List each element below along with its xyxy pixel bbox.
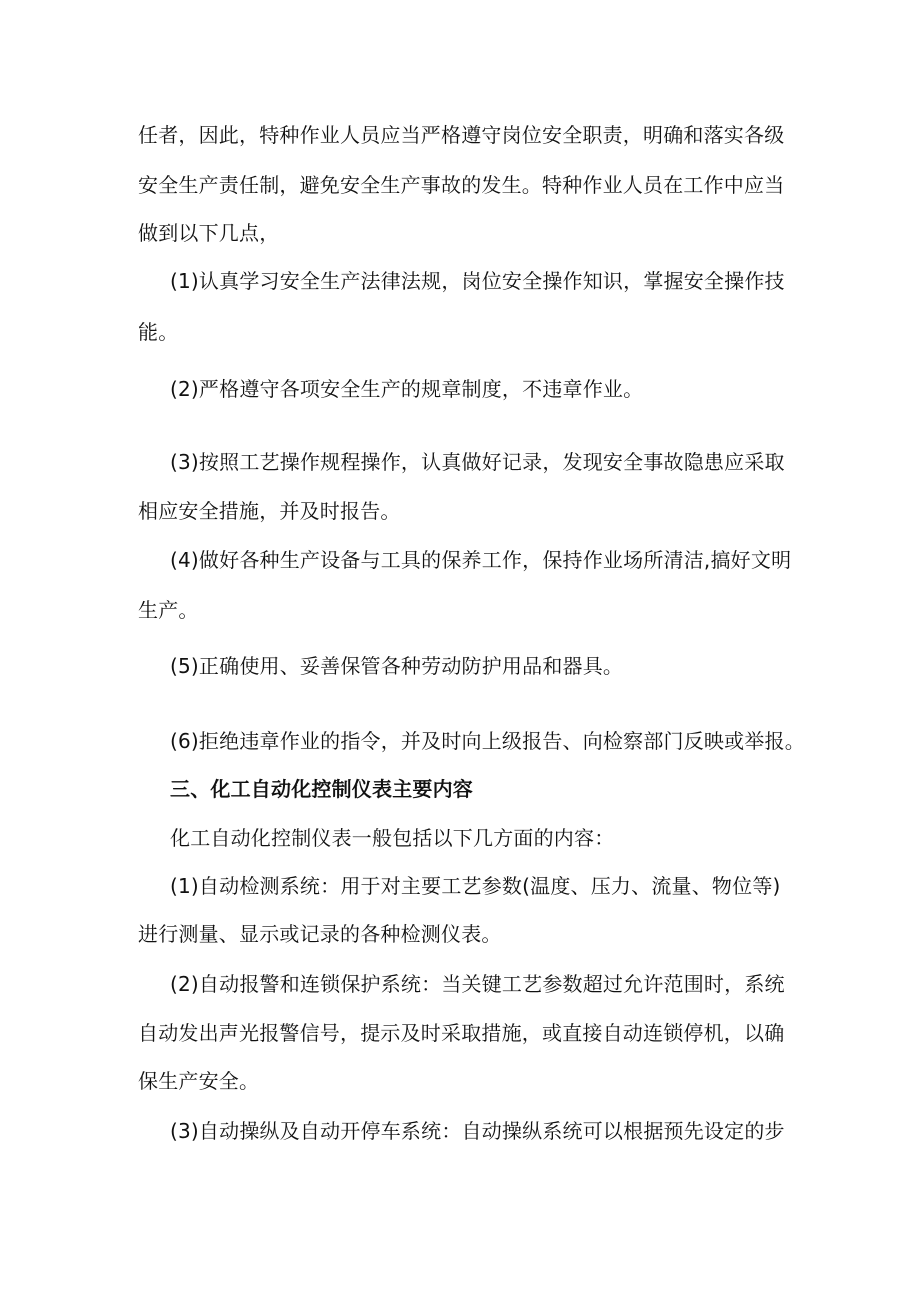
paragraph-line: (3)自动操纵及自动开停车系统：自动操纵系统可以根据预先设定的步 [170, 1119, 785, 1143]
paragraph-line: 自动发出声光报警信号，提示及时采取措施，或直接自动连锁停机，以确 [138, 1021, 785, 1045]
paragraph-line: 做到以下几点， [138, 221, 280, 245]
paragraph-line: 任者，因此，特种作业人员应当严格遵守岗位安全职责，明确和落实各级 [138, 123, 785, 147]
paragraph-line: (2)自动报警和连锁保护系统：当关键工艺参数超过允许范围时，系统 [170, 972, 785, 996]
paragraph-line: (1)自动检测系统：用于对主要工艺参数(温度、压力、流量、物位等) [170, 874, 781, 898]
paragraph-line: 进行测量、显示或记录的各种检测仪表。 [138, 922, 502, 946]
paragraph-line: 保生产安全。 [138, 1069, 260, 1093]
paragraph-line: 安全生产责任制，避免安全生产事故的发生。特种作业人员在工作中应当 [138, 173, 785, 197]
paragraph-line: (6)拒绝违章作业的指令，并及时向上级报告、向检察部门反映或举报。 [170, 729, 805, 753]
paragraph-line: 化工自动化控制仪表一般包括以下几方面的内容： [170, 826, 615, 850]
paragraph-line: 相应安全措施，并及时报告。 [138, 499, 401, 523]
paragraph-line: 能。 [138, 320, 179, 344]
paragraph-line: (1)认真学习安全生产法律法规，岗位安全操作知识，掌握安全操作技 [170, 269, 785, 293]
paragraph-line: (5)正确使用、妥善保管各种劳动防护用品和器具。 [170, 654, 624, 678]
paragraph-line: 生产。 [138, 598, 199, 622]
section-heading: 三、化工自动化控制仪表主要内容 [170, 777, 473, 801]
paragraph-line: (4)做好各种生产设备与工具的保养工作，保持作业场所清洁,搞好文明 [170, 548, 792, 572]
paragraph-line: (2)严格遵守各项安全生产的规章制度，不违章作业。 [170, 377, 644, 401]
paragraph-line: (3)按照工艺操作规程操作，认真做好记录，发现安全事故隐患应采取 [170, 450, 785, 474]
